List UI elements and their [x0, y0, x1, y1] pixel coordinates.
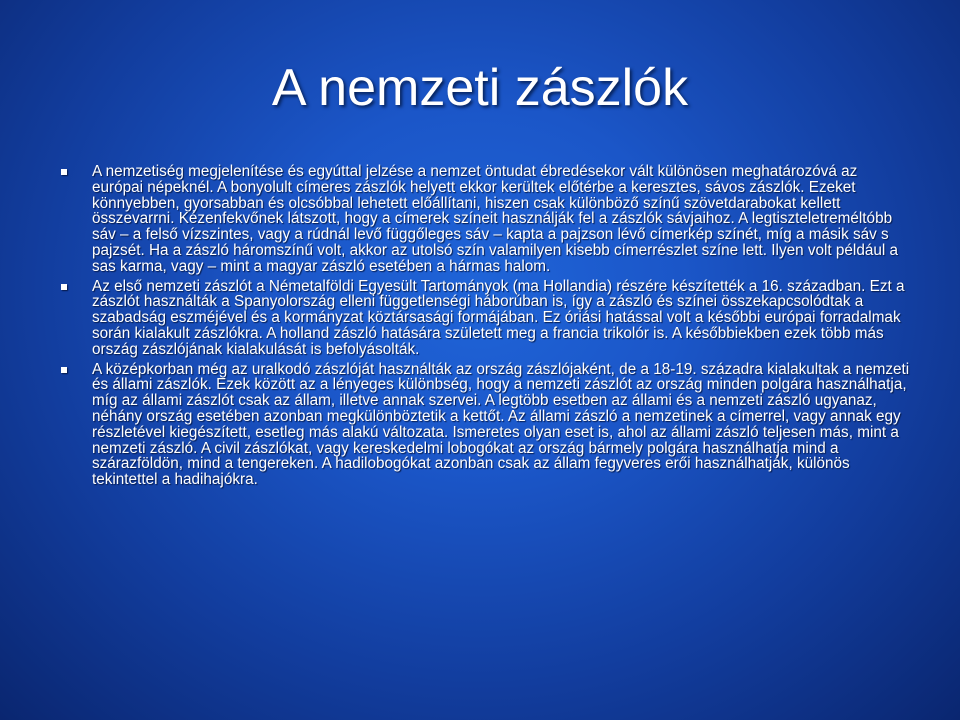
bullet-text: A középkorban még az uralkodó zászlóját használták az ország zászlójaként, de a 18-19. századra kialakultak a nemzeti és állami zászlók. Ezek között az a lényeges különbség, hogy a nemzeti zászlót az ország minden polgára használhatja, míg az állami zászlót csak az állam, illetve annak szervei. A legtöbb esetben az állami és a nemzeti zászló ugyanaz, néhány ország esetében azonban megkülönböztetik a kettőt. Az állami zászló a nemzetinek a címerrel, vagy annak egy részletével kiegészített, esetleg más alakú változata. Ismeretes olyan eset is, ahol az állami zászló teljesen más, mint a nemzeti zászló. A civil zászlókat, vagy kereskedelmi lobogókat az ország bármely polgára használhatja mind a szárazföldön, mind a tengereken. A hadilobogókat azonban csak az állam fegyveres erői használhatják, különös tekintettel a hadihajókra.: [92, 360, 910, 489]
bullet-item: [58, 164, 910, 275]
bullet-text: Az első nemzeti zászlót a Németalföldi Egyesült Tartományok (ma Hollandia) részére készítették a 16. században. Ezt a zászlót használták a Spanyolország elleni függetlenségi háborúban is, így a zászló és színei összekapcsolódtak a szabadság eszméjével és a kormányzat köztársasági formájában. Ez óriási hatással volt a későbbi európai forradalmak során kialakult zászlókra. A holland zászló hatására született meg a francia trikolór is. A későbbiekben ezek több más ország zászlójának kialakulását is befolyásolták.: [92, 277, 905, 358]
bullet-list: [58, 164, 910, 492]
square-bullet-icon: [61, 169, 67, 175]
square-bullet-icon: [61, 367, 67, 373]
bullet-item: [58, 362, 910, 488]
square-bullet-icon: [61, 284, 67, 290]
slide-title: A nemzeti zászlók: [271, 59, 689, 117]
bullet-text: A nemzetiség megjelenítése és egyúttal jelzése a nemzet öntudat ébredésekor vált különösen meghatározóvá az európai népeknél. A bonyolult címeres zászlók helyett ekkor kerültek előtérbe a keresztes, sávos zászlók. Ezeket könnyebben, gyorsabban és olcsóbbal lehetett előállítani, hiszen csak különböző színű szövetdarabokat kellett összevarrni. Kézenfekvőnek látszott, hogy a címerek színeit használják fel a zászlók sávjaihoz. A legtiszteletreméltóbb sáv – a felső vízszintes, vagy a rúdnál levő függőleges sáv – kapta a pajzson lévő címerkép színét, míg a másik sáv s pajzsét. Ha a zászló háromszínű volt, akkor az utolsó szín valamilyen kisebb címerrészlet színe lett. Ilyen volt például a sas karma, vagy – mint a magyar zászló esetében a hármas halom.: [92, 163, 898, 275]
bullet-item: [58, 279, 910, 358]
